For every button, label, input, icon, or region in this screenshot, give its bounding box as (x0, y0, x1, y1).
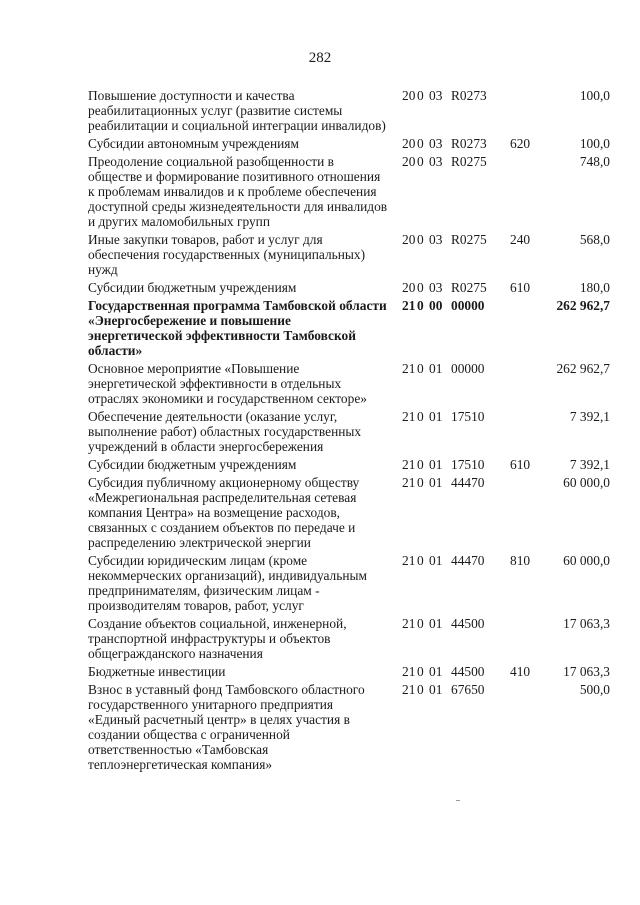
row-name: Субсидии бюджетным учреждениям (88, 457, 297, 472)
row-name: Взнос в уставный фонд Тамбовского областного государственного унитарного предприятия «Единый расчетный центр» в целях участия в создании общества с ограниченной ответственностью «Тамбовская теплоэнергетическая компания» (88, 682, 365, 772)
code-measure: 01 (429, 457, 443, 472)
row-amount: 568,0 (579, 232, 610, 247)
code-measure: 01 (429, 475, 443, 490)
row-amount: 180,0 (579, 280, 610, 295)
code-program: 20 (402, 88, 416, 103)
budget-table (88, 88, 618, 775)
row-amount: 60 000,0 (563, 553, 610, 568)
row-vr: 410 (510, 664, 531, 679)
code-subprogram: 0 (417, 154, 424, 169)
row-amount: 100,0 (579, 136, 610, 151)
code-program: 20 (402, 232, 416, 247)
row-vr: 240 (510, 232, 531, 247)
code-measure: 03 (429, 154, 443, 169)
code-measure: 03 (429, 88, 443, 103)
row-amount: 748,0 (579, 154, 610, 169)
code-subprogram: 0 (417, 232, 424, 247)
row-name: Бюджетные инвестиции (88, 664, 226, 679)
code-measure: 03 (429, 136, 443, 151)
row-code (402, 553, 506, 568)
code-direction: R0275 (451, 154, 487, 169)
code-subprogram: 0 (417, 136, 424, 151)
row-name: Преодоление социальной разобщенности в обществе и формирование позитивного отношения к проблемам инвалидов и к проблеме обеспечения доступной среды жизнедеятельности для инвалидов и других маломобильных групп (88, 154, 388, 229)
table-row (88, 361, 618, 406)
row-code (402, 232, 506, 247)
code-direction: 17510 (451, 457, 485, 472)
row-code (402, 361, 506, 376)
code-measure: 03 (429, 280, 443, 295)
code-measure: 01 (429, 361, 443, 376)
row-amount: 262 962,7 (556, 361, 610, 376)
row-name: Основное мероприятие «Повышение энергетической эффективности в отдельных отраслях экономики и государственном секторе» (88, 361, 367, 406)
code-program: 20 (402, 280, 416, 295)
code-subprogram: 0 (417, 409, 424, 424)
row-amount: 60 000,0 (563, 475, 610, 490)
table-row (88, 136, 618, 151)
scan-speck (456, 800, 460, 801)
row-name: Иные закупки товаров, работ и услуг для обеспечения государственных (муниципальных) нужд (88, 232, 366, 277)
row-name: Повышение доступности и качества реабилитационных услуг (развитие системы реабилитации и социальной интеграции инвалидов) (88, 88, 386, 133)
row-code (402, 298, 506, 313)
row-code (402, 457, 506, 472)
row-code (402, 88, 506, 103)
row-code (402, 616, 506, 631)
code-program: 21 (402, 616, 416, 631)
code-program: 21 (402, 664, 416, 679)
row-code (402, 682, 506, 697)
row-amount: 262 962,7 (556, 298, 610, 313)
row-name: Субсидии юридическим лицам (кроме некоммерческих организаций), индивидуальным предпринимателям, физическим лицам - производителям товаров, работ, услуг (88, 553, 367, 613)
code-direction: 44500 (451, 664, 485, 679)
code-measure: 00 (429, 298, 443, 313)
row-name: Государственная программа Тамбовской области «Энергосбережение и повышение энергетической эффективности Тамбовской области» (88, 298, 387, 358)
code-program: 21 (402, 361, 416, 376)
table-row (88, 682, 618, 772)
code-direction: 44500 (451, 616, 485, 631)
code-measure: 01 (429, 682, 443, 697)
code-measure: 01 (429, 664, 443, 679)
table-row (88, 553, 618, 613)
code-direction: R0275 (451, 232, 487, 247)
row-name: Субсидия публичному акционерному обществу «Межрегиональная распределительная сетевая компания Центра» на возмещение расходов, связанных с созданием объектов по передаче и распределению электрической энергии (88, 475, 360, 550)
row-amount: 17 063,3 (563, 616, 610, 631)
row-vr: 810 (510, 553, 531, 568)
table-row (88, 154, 618, 229)
code-direction: 00000 (451, 298, 485, 313)
row-code (402, 280, 506, 295)
code-program: 21 (402, 682, 416, 697)
code-subprogram: 0 (417, 88, 424, 103)
table-row (88, 457, 618, 472)
code-program: 21 (402, 475, 416, 490)
code-direction: R0273 (451, 88, 487, 103)
code-program: 21 (402, 298, 416, 313)
code-direction: 00000 (451, 361, 485, 376)
code-subprogram: 0 (417, 298, 424, 313)
code-program: 21 (402, 457, 416, 472)
table-row (88, 280, 618, 295)
table-row (88, 664, 618, 679)
table-row (88, 88, 618, 133)
row-amount: 500,0 (579, 682, 610, 697)
code-program: 20 (402, 136, 416, 151)
table-row (88, 298, 618, 358)
code-subprogram: 0 (417, 664, 424, 679)
table-row (88, 409, 618, 454)
row-code (402, 136, 506, 151)
code-subprogram: 0 (417, 475, 424, 490)
row-amount: 7 392,1 (569, 409, 610, 424)
row-amount: 17 063,3 (563, 664, 610, 679)
code-subprogram: 0 (417, 280, 424, 295)
code-direction: 44470 (451, 553, 485, 568)
row-code (402, 664, 506, 679)
code-program: 21 (402, 409, 416, 424)
row-name: Создание объектов социальной, инженерной, транспортной инфраструктуры и объектов общегражданского назначения (88, 616, 347, 661)
row-amount: 100,0 (579, 88, 610, 103)
code-program: 20 (402, 154, 416, 169)
code-subprogram: 0 (417, 553, 424, 568)
code-subprogram: 0 (417, 457, 424, 472)
code-measure: 01 (429, 616, 443, 631)
row-name: Субсидии автономным учреждениям (88, 136, 299, 151)
code-direction: 67650 (451, 682, 485, 697)
code-measure: 01 (429, 553, 443, 568)
page-number: 282 (308, 50, 332, 66)
row-vr: 610 (510, 280, 531, 295)
code-subprogram: 0 (417, 616, 424, 631)
row-code (402, 475, 506, 490)
code-program: 21 (402, 553, 416, 568)
row-code (402, 409, 506, 424)
code-direction: 17510 (451, 409, 485, 424)
row-vr: 610 (510, 457, 531, 472)
code-direction: 44470 (451, 475, 485, 490)
row-amount: 7 392,1 (569, 457, 610, 472)
row-vr: 620 (510, 136, 531, 151)
code-subprogram: 0 (417, 682, 424, 697)
table-row (88, 475, 618, 550)
code-direction: R0275 (451, 280, 487, 295)
row-code (402, 154, 506, 169)
code-direction: R0273 (451, 136, 487, 151)
row-name: Субсидии бюджетным учреждениям (88, 280, 297, 295)
code-subprogram: 0 (417, 361, 424, 376)
row-name: Обеспечение деятельности (оказание услуг, выполнение работ) областных государственных учреждений в области энергосбережения (88, 409, 362, 454)
code-measure: 03 (429, 232, 443, 247)
code-measure: 01 (429, 409, 443, 424)
table-row (88, 616, 618, 661)
table-row (88, 232, 618, 277)
